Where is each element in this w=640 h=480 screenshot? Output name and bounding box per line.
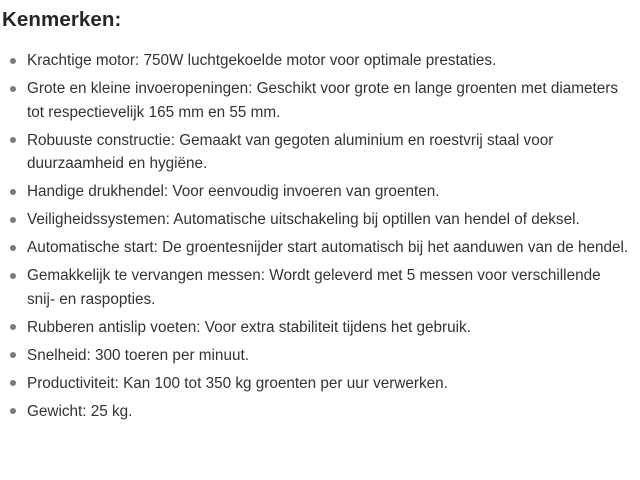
list-item	[0, 236, 640, 260]
bullet-icon	[10, 189, 16, 195]
feature-text: Productiviteit: Kan 100 tot 350 kg groenten per uur verwerken.	[27, 374, 448, 392]
list-item	[0, 49, 640, 73]
bullet-icon	[10, 380, 16, 386]
bullet-icon	[10, 58, 16, 64]
bullet-icon	[10, 86, 16, 92]
bullet-icon	[10, 408, 16, 414]
feature-text: Veiligheidssystemen: Automatische uitschakeling bij optillen van hendel of deksel.	[27, 211, 580, 228]
bullet-icon	[10, 352, 16, 358]
feature-text: Robuuste constructie: Gemaakt van gegoten aluminium en roestvrij staal voor duurzaamheid en hygiëne.	[27, 131, 554, 172]
bullet-icon	[10, 324, 16, 330]
feature-text: Rubberen antislip voeten: Voor extra stabiliteit tijdens het gebruik.	[27, 318, 471, 336]
feature-text: Handige drukhendel: Voor eenvoudig invoeren van groenten.	[27, 183, 440, 200]
list-item	[0, 316, 640, 340]
list-item	[0, 180, 640, 204]
bullet-icon	[10, 273, 16, 279]
list-item	[0, 264, 640, 311]
feature-list	[0, 49, 640, 428]
feature-text: Krachtige motor: 750W luchtgekoelde motor voor optimale prestaties.	[27, 52, 497, 69]
feature-text: Snelheid: 300 toeren per minuut.	[27, 346, 249, 364]
bullet-icon	[10, 137, 16, 143]
feature-text: Automatische start: De groentesnijder start automatisch bij het aanduwen van de hendel.	[27, 239, 629, 256]
list-item	[0, 208, 640, 232]
feature-text: Gewicht: 25 kg.	[27, 402, 133, 420]
list-item	[0, 400, 640, 424]
bullet-icon	[10, 217, 16, 223]
page-title: Kenmerken:	[2, 8, 122, 31]
list-item	[0, 129, 640, 176]
feature-text: Gemakkelijk te vervangen messen: Wordt geleverd met 5 messen voor verschillende snij- en raspopties.	[27, 267, 601, 308]
list-item	[0, 372, 640, 396]
list-item	[0, 344, 640, 368]
feature-text: Grote en kleine invoeropeningen: Geschikt voor grote en lange groenten met diameters tot respectievelijk 165 mm en 55 mm.	[27, 80, 618, 121]
list-item	[0, 77, 640, 124]
bullet-icon	[10, 245, 16, 251]
